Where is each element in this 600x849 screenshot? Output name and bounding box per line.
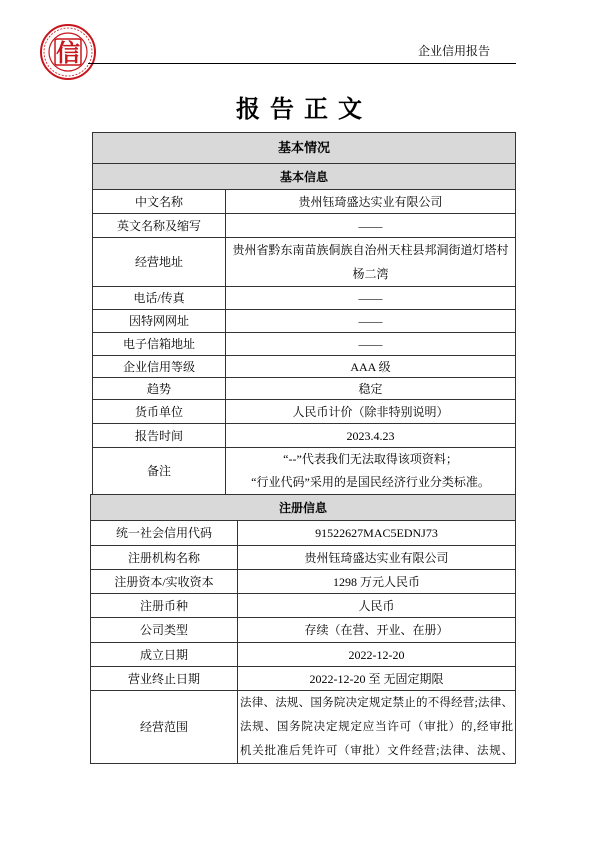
row-label: 注册资本/实收资本 [91,570,238,594]
basic-info-heading-row [93,164,516,190]
logo-glyph: 信 [56,38,80,67]
address-value [226,238,516,287]
company-logo [39,23,97,81]
basic-info-heading: 基本信息 [93,164,516,190]
remarks-line: “--”代表我们无法取得该项资料； [283,452,458,466]
table-row [93,378,516,400]
email-value: —— [226,333,516,356]
row-label: 注册币种 [91,594,238,618]
overview-heading: 基本情况 [93,133,516,164]
business-scope-line: 法规、国务院决定规定应当许可（审批）的,经审批 [240,721,514,733]
table-row [93,190,516,214]
logo-seal-icon [39,23,97,81]
table-row [91,691,516,764]
row-label: 经营地址 [93,238,226,287]
business-term-value: 2022-12-20 至 无固定期限 [238,667,516,691]
registered-capital-value: 1298 万元人民币 [238,570,516,594]
table-row [93,238,516,287]
table-row [91,594,516,618]
table-row [91,643,516,667]
row-label: 营业终止日期 [91,667,238,691]
credit-code-value: 91522627MAC5EDNJ73 [238,521,516,546]
table-row [91,618,516,643]
business-scope-line: 机关批准后凭许可（审批）文件经营;法律、法规、 [240,745,514,757]
registration-heading-row [91,495,516,521]
table-row [93,287,516,310]
business-scope-line: 法律、法规、国务院决定规定禁止的不得经营;法律、 [240,697,514,709]
table-row [93,424,516,448]
table-row [93,333,516,356]
address-line: 贵州省黔东南苗族侗族自治州天柱县邦洞街道灯塔村 [232,243,509,257]
basic-info-table [92,132,516,495]
remarks-line: “行业代码”采用的是国民经济行业分类标准。 [251,475,490,489]
row-label: 电话/传真 [93,287,226,310]
row-label: 中文名称 [93,190,226,214]
row-label: 成立日期 [91,643,238,667]
phone-fax-value: —— [226,287,516,310]
table-row [91,521,516,546]
table-row [93,448,516,495]
table-row [93,400,516,424]
website-value: —— [226,310,516,333]
currency-unit-value: 人民币计价（除非特别说明） [226,400,516,424]
overview-heading-row [93,133,516,164]
registration-heading: 注册信息 [91,495,516,521]
credit-rating-value: AAA 级 [226,356,516,378]
row-label: 电子信箱地址 [93,333,226,356]
trend-value: 稳定 [226,378,516,400]
row-label: 备注 [93,448,226,495]
table-row [91,570,516,594]
chinese-name-value: 贵州钰琦盛达实业有限公司 [226,190,516,214]
header-divider [88,63,516,64]
registration-info-table [90,494,516,764]
registered-name-value: 贵州钰琦盛达实业有限公司 [238,546,516,570]
row-label: 英文名称及缩写 [93,214,226,238]
table-row [91,546,516,570]
table-row [91,667,516,691]
row-label: 企业信用等级 [93,356,226,378]
report-date-value: 2023.4.23 [226,424,516,448]
row-label: 报告时间 [93,424,226,448]
row-label: 趋势 [93,378,226,400]
table-row [93,214,516,238]
page-title: 报 告 正 文 [236,97,364,123]
registered-currency-value: 人民币 [238,594,516,618]
row-label: 经营范围 [91,691,238,764]
english-name-value: —— [226,214,516,238]
table-row [93,356,516,378]
company-type-value: 存续（在营、开业、在册） [238,618,516,643]
row-label: 因特网网址 [93,310,226,333]
row-label: 统一社会信用代码 [91,521,238,546]
row-label: 货币单位 [93,400,226,424]
report-type-header: 企业信用报告 [418,44,491,58]
row-label: 注册机构名称 [91,546,238,570]
founding-date-value: 2022-12-20 [238,643,516,667]
row-label: 公司类型 [91,618,238,643]
address-line: 杨二湾 [352,267,389,281]
remarks-value [226,448,516,495]
business-scope-value [238,691,516,764]
table-row [93,310,516,333]
